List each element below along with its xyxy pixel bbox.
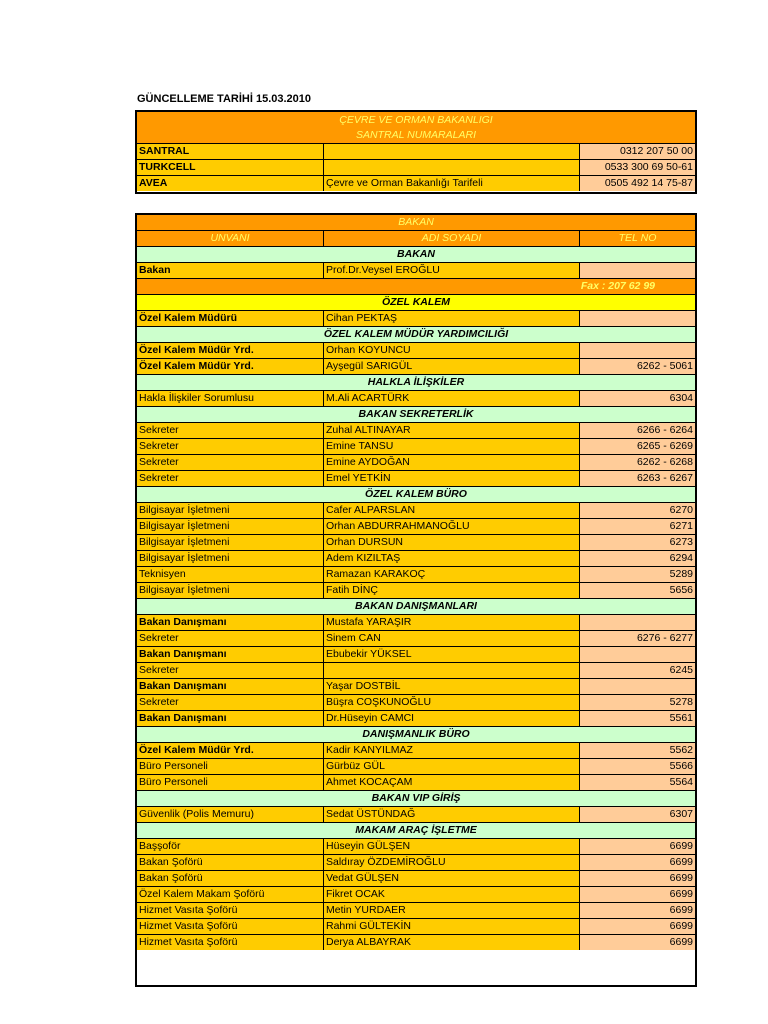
section-header <box>137 823 695 839</box>
cell-name: Hüseyin GÜLŞEN <box>323 839 579 854</box>
cell-name: Dr.Hüseyin CAMCI <box>323 711 579 726</box>
cell-phone: 6270 <box>579 503 695 518</box>
section-title: HALKLA İLİŞKİLER <box>367 376 465 388</box>
cell-title: Başşoför <box>137 839 323 854</box>
cell-name: Emine TANSU <box>323 439 579 454</box>
section-header <box>137 487 695 503</box>
cell-name: Cihan PEKTAŞ <box>323 311 579 326</box>
cell-title: Özel Kalem Müdür Yrd. <box>137 743 323 758</box>
cell-title: Bakan Danışmanı <box>137 615 323 630</box>
cell-phone <box>579 263 695 278</box>
cell-name <box>323 160 579 175</box>
cell-title: Sekreter <box>137 663 323 678</box>
cell-phone: 6699 <box>579 839 695 854</box>
cell-phone: 6263 - 6267 <box>579 471 695 486</box>
cell-title: Özel Kalem Müdürü <box>137 311 323 326</box>
cell-name: Orhan DURSUN <box>323 535 579 550</box>
cell-title: Teknisyen <box>137 567 323 582</box>
cell-title: Sekreter <box>137 439 323 454</box>
section-title: BAKAN <box>397 248 435 260</box>
cell-phone: 5656 <box>579 583 695 598</box>
cell-phone <box>579 311 695 326</box>
section-header <box>137 791 695 807</box>
table-row <box>137 759 695 775</box>
table-row <box>137 343 695 359</box>
table-row <box>137 647 695 663</box>
cell-name: Sinem CAN <box>323 631 579 646</box>
switchboard-table <box>135 110 697 194</box>
cell-title: Bakan Şoförü <box>137 855 323 870</box>
cell-name <box>323 144 579 159</box>
cell-name: Ramazan KARAKOÇ <box>323 567 579 582</box>
cell-name: Emine AYDOĞAN <box>323 455 579 470</box>
section-title: BAKAN DANIŞMANLARI <box>355 600 477 612</box>
table-row <box>137 663 695 679</box>
cell-title: Hakla İlişkiler Sorumlusu <box>137 391 323 406</box>
cell-phone: 5561 <box>579 711 695 726</box>
cell-title: Sekreter <box>137 631 323 646</box>
table-row <box>137 871 695 887</box>
cell-phone: 6304 <box>579 391 695 406</box>
table-row <box>137 519 695 535</box>
section-header <box>137 247 695 263</box>
section-title: MAKAM ARAÇ İŞLETME <box>355 824 477 836</box>
cell-phone <box>579 679 695 694</box>
cell-title: Sekreter <box>137 423 323 438</box>
switchboard-title-line2: SANTRAL NUMARALARI <box>355 129 476 141</box>
cell-title: Bilgisayar İşletmeni <box>137 551 323 566</box>
cell-name: Prof.Dr.Veysel EROĞLU <box>323 263 579 278</box>
cell-name: Çevre ve Orman Bakanlığı Tarifeli <box>323 176 579 191</box>
cell-title: Sekreter <box>137 695 323 710</box>
cell-title: Bakan Danışmanı <box>137 679 323 694</box>
column-headers <box>137 231 695 247</box>
cell-name: Rahmi GÜLTEKİN <box>323 919 579 934</box>
cell-phone: 6699 <box>579 855 695 870</box>
table-row <box>137 551 695 567</box>
cell-name: Ayşegül SARIGÜL <box>323 359 579 374</box>
cell-phone: 6262 - 5061 <box>579 359 695 374</box>
cell-title: Büro Personeli <box>137 759 323 774</box>
cell-phone: 6699 <box>579 935 695 950</box>
cell-name: Gürbüz GÜL <box>323 759 579 774</box>
table-row <box>137 695 695 711</box>
switchboard-title-line1: ÇEVRE VE ORMAN BAKANLIGI <box>339 114 493 126</box>
cell-phone: 5289 <box>579 567 695 582</box>
table-row <box>137 263 695 279</box>
cell-name: Büşra COŞKUNOĞLU <box>323 695 579 710</box>
table-row <box>137 439 695 455</box>
section-title: BAKAN SEKRETERLİK <box>358 408 474 420</box>
section-header <box>137 295 695 311</box>
cell-name: Emel YETKİN <box>323 471 579 486</box>
cell-phone: 6276 - 6277 <box>579 631 695 646</box>
directory-title <box>137 215 695 231</box>
table-row <box>137 455 695 471</box>
cell-name: Orhan KOYUNCU <box>323 343 579 358</box>
directory-title-text: BAKAN <box>398 216 434 228</box>
cell-phone <box>579 647 695 662</box>
cell-title: Özel Kalem Müdür Yrd. <box>137 343 323 358</box>
table-row <box>137 631 695 647</box>
cell-name: Yaşar DOSTBİL <box>323 679 579 694</box>
cell-name: Cafer ALPARSLAN <box>323 503 579 518</box>
cell-phone <box>579 615 695 630</box>
cell-name: Vedat GÜLŞEN <box>323 871 579 886</box>
cell-name <box>323 663 579 678</box>
cell-title: TURKCELL <box>137 160 323 175</box>
cell-name: Ebubekir YÜKSEL <box>323 647 579 662</box>
section-header <box>137 327 695 343</box>
cell-title: Bakan <box>137 263 323 278</box>
table-row <box>137 359 695 375</box>
cell-phone: 6273 <box>579 535 695 550</box>
table-row <box>137 567 695 583</box>
cell-name: Fatih DİNÇ <box>323 583 579 598</box>
table-row <box>137 679 695 695</box>
cell-title: Bakan Danışmanı <box>137 647 323 662</box>
table-row <box>137 903 695 919</box>
fax-row <box>137 279 695 295</box>
update-date: GÜNCELLEME TARİHİ 15.03.2010 <box>137 93 312 105</box>
section-header <box>137 407 695 423</box>
column-header-phone: TEL NO <box>579 231 695 246</box>
cell-title: Hizmet Vasıta Şoförü <box>137 935 323 950</box>
table-row <box>137 423 695 439</box>
fax-number: Fax : 207 62 99 <box>580 280 655 292</box>
table-row <box>137 855 695 871</box>
cell-title: Sekreter <box>137 471 323 486</box>
cell-title: Bilgisayar İşletmeni <box>137 583 323 598</box>
table-row <box>137 535 695 551</box>
cell-name: Sedat ÜSTÜNDAĞ <box>323 807 579 822</box>
switchboard-row <box>137 144 695 160</box>
table-row <box>137 711 695 727</box>
cell-phone: 6699 <box>579 887 695 902</box>
cell-name: Zuhal ALTINAYAR <box>323 423 579 438</box>
section-title: DANIŞMANLIK BÜRO <box>362 728 470 740</box>
cell-phone: 6307 <box>579 807 695 822</box>
cell-name: Mustafa YARAŞIR <box>323 615 579 630</box>
table-row <box>137 775 695 791</box>
cell-phone: 0505 492 14 75-87 <box>579 176 695 191</box>
cell-phone: 0312 207 50 00 <box>579 144 695 159</box>
table-row <box>137 503 695 519</box>
cell-name: Adem KIZILTAŞ <box>323 551 579 566</box>
cell-title: AVEA <box>137 176 323 191</box>
section-title: BAKAN VIP GİRİŞ <box>371 792 461 804</box>
cell-phone: 6271 <box>579 519 695 534</box>
cell-phone: 5562 <box>579 743 695 758</box>
cell-phone: 6294 <box>579 551 695 566</box>
table-row <box>137 807 695 823</box>
table-row <box>137 583 695 599</box>
table-row <box>137 919 695 935</box>
section-title: ÖZEL KALEM BÜRO <box>365 488 467 500</box>
cell-title: Bakan Danışmanı <box>137 711 323 726</box>
cell-name: M.Ali ACARTÜRK <box>323 391 579 406</box>
cell-title: Bilgisayar İşletmeni <box>137 535 323 550</box>
column-header-title: UNVANI <box>210 232 250 244</box>
section-header <box>137 599 695 615</box>
cell-title: Bilgisayar İşletmeni <box>137 503 323 518</box>
table-row <box>137 615 695 631</box>
cell-name: Metin YURDAER <box>323 903 579 918</box>
table-row <box>137 935 695 950</box>
section-header <box>137 375 695 391</box>
switchboard-row <box>137 160 695 176</box>
cell-phone <box>579 343 695 358</box>
cell-title: SANTRAL <box>137 144 323 159</box>
cell-title: Bilgisayar İşletmeni <box>137 519 323 534</box>
directory-table <box>135 213 697 987</box>
cell-name: Derya ALBAYRAK <box>323 935 579 950</box>
cell-phone: 6699 <box>579 871 695 886</box>
cell-title: Güvenlik (Polis Memuru) <box>137 807 323 822</box>
cell-title: Özel Kalem Müdür Yrd. <box>137 359 323 374</box>
table-row <box>137 391 695 407</box>
cell-phone: 6265 - 6269 <box>579 439 695 454</box>
cell-name: Fikret OCAK <box>323 887 579 902</box>
cell-title: Özel Kalem Makam Şoförü <box>137 887 323 902</box>
cell-name: Ahmet KOCAÇAM <box>323 775 579 790</box>
cell-phone: 6262 - 6268 <box>579 455 695 470</box>
table-row <box>137 839 695 855</box>
table-row <box>137 743 695 759</box>
cell-phone: 6245 <box>579 663 695 678</box>
cell-phone: 6699 <box>579 919 695 934</box>
table-row <box>137 311 695 327</box>
cell-phone: 6699 <box>579 903 695 918</box>
cell-title: Hizmet Vasıta Şoförü <box>137 903 323 918</box>
cell-name: Saldıray ÖZDEMİROĞLU <box>323 855 579 870</box>
cell-title: Sekreter <box>137 455 323 470</box>
section-title: ÖZEL KALEM <box>381 296 451 308</box>
cell-name: Kadir KANYILMAZ <box>323 743 579 758</box>
cell-phone: 5566 <box>579 759 695 774</box>
cell-name: Orhan ABDURRAHMANOĞLU <box>323 519 579 534</box>
switchboard-title <box>137 112 695 144</box>
switchboard-row <box>137 176 695 191</box>
table-row <box>137 887 695 903</box>
cell-title: Büro Personeli <box>137 775 323 790</box>
cell-phone: 6266 - 6264 <box>579 423 695 438</box>
table-row <box>137 471 695 487</box>
cell-phone: 0533 300 69 50-61 <box>579 160 695 175</box>
section-header <box>137 727 695 743</box>
cell-phone: 5278 <box>579 695 695 710</box>
cell-title: Bakan Şoförü <box>137 871 323 886</box>
column-header-name: ADI SOYADI <box>323 231 579 246</box>
section-title: ÖZEL KALEM MÜDÜR YARDIMCILIĞI <box>323 328 509 340</box>
cell-phone: 5564 <box>579 775 695 790</box>
cell-title: Hizmet Vasıta Şoförü <box>137 919 323 934</box>
